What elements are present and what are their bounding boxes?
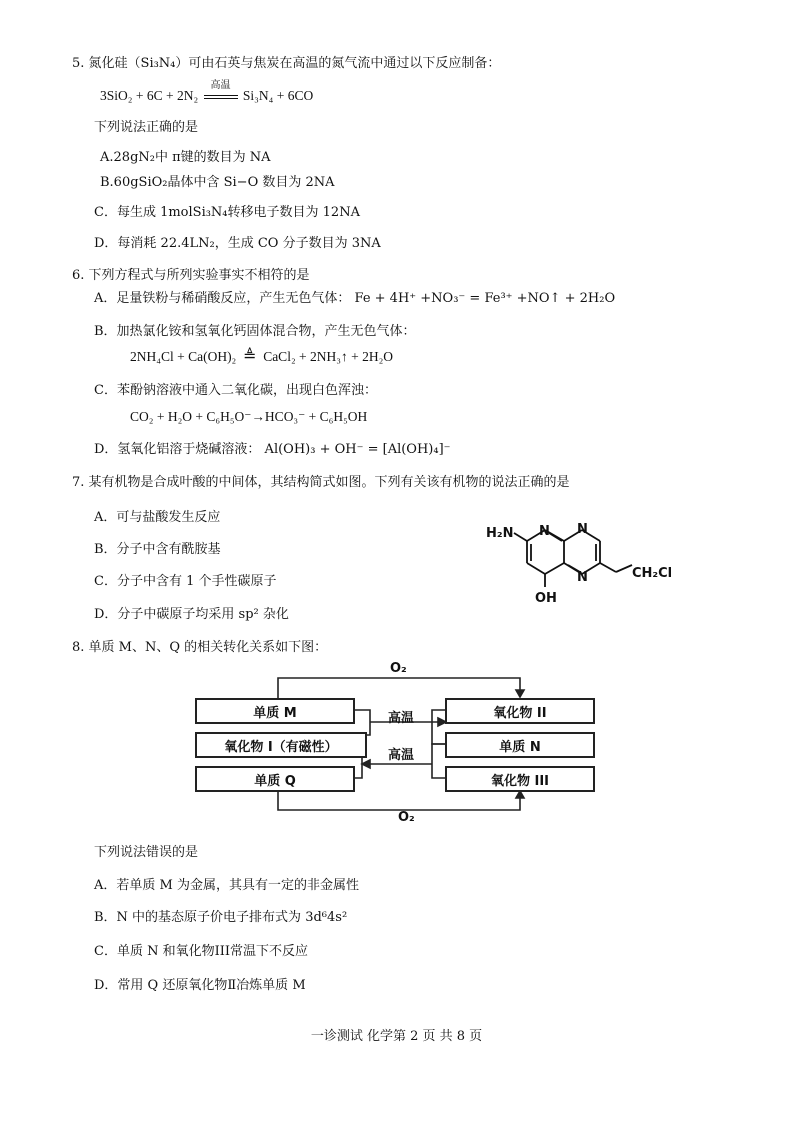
q8-stem: 8. 单质 M、N、Q 的相关转化关系如下图：: [72, 640, 328, 655]
mol-n-3: N: [577, 570, 588, 585]
q5-eq-right: Si₃N₄ + 6CO: [242, 88, 314, 103]
box-element-m: 单质 M: [195, 698, 355, 724]
label-high-temp-1: 高温: [388, 711, 415, 726]
q5-eq-left: 3SiO₂ + 6C + 2N₂: [100, 88, 199, 103]
q7-option-b: B．分子中含有酰胺基: [94, 542, 221, 557]
q5-option-a: A.28gN₂中 π键的数目为 NA: [100, 150, 271, 165]
q7-option-a: A．可与盐酸发生反应: [94, 510, 221, 525]
mol-n-1: N: [539, 524, 550, 539]
q7-option-d: D．分子中碳原子均采用 sp² 杂化: [94, 607, 289, 622]
q5-ask: 下列说法正确的是: [94, 120, 199, 135]
q6-c-equation: CO₂ + H₂O + C₆H₅O⁻→HCO₃⁻ + C₆H₅OH: [130, 409, 368, 424]
q8-option-a: A．若单质 M 为金属，其具有一定的非金属性: [94, 878, 359, 893]
page-footer: 一诊测试 化学第 2 页 共 8 页: [310, 1029, 483, 1044]
q5-option-c: C．每生成 1molSi₃N₄转移电子数目为 12NA: [94, 205, 360, 220]
q5-equation: [100, 80, 314, 104]
box-element-q: 单质 Q: [195, 766, 355, 792]
q6-option-c: C．苯酚钠溶液中通入二氧化碳，出现白色浑浊：: [94, 383, 377, 398]
box-oxide-1: 氧化物 I（有磁性）: [195, 732, 367, 758]
heating-symbol: ≜: [243, 348, 257, 365]
mol-n-2: N: [577, 522, 588, 537]
q5-eq-condition: 高温: [202, 88, 240, 104]
label-o2-bottom: O₂: [398, 810, 415, 825]
molecule-structure: [480, 515, 680, 610]
q6-option-d: D．氢氧化铝溶于烧碱溶液： Al(OH)₃ + OH⁻ = [Al(OH)₄]⁻: [94, 442, 451, 457]
mol-ch2cl: CH₂Cl: [632, 566, 673, 581]
q8-option-c: C．单质 N 和氧化物III常温下不反应: [94, 944, 308, 959]
q8-option-d: D．常用 Q 还原氧化物Ⅱ冶炼单质 M: [94, 978, 306, 993]
mol-oh: OH: [535, 591, 557, 606]
q8-option-b: B．N 中的基态原子价电子排布式为 3d⁶4s²: [94, 910, 348, 925]
q7-option-c: C．分子中含有 1 个手性碳原子: [94, 574, 277, 589]
box-element-n: 单质 N: [445, 732, 595, 758]
q6-stem: 6. 下列方程式与所列实验事实不相符的是: [72, 268, 310, 283]
q5-option-b: B.60gSiO₂晶体中含 Si−O 数目为 2NA: [100, 175, 335, 190]
q6-option-b: B．加热氯化铵和氢氧化钙固体混合物，产生无色气体：: [94, 324, 416, 339]
q5-option-d: D．每消耗 22.4LN₂，生成 CO 分子数目为 3NA: [94, 236, 381, 251]
box-oxide-3: 氧化物 III: [445, 766, 595, 792]
q6-b-equation: 2NH₄Cl + Ca(OH)₂ ≜ CaCl₂ + 2NH₃↑ + 2H₂O: [130, 348, 394, 365]
q7-stem: 7. 某有机物是合成叶酸的中间体，其结构简式如图。下列有关该有机物的说法正确的是: [72, 475, 570, 490]
label-o2-top: O₂: [390, 661, 407, 676]
box-oxide-2: 氧化物 II: [445, 698, 595, 724]
q5-stem: 5. 氮化硅（Si₃N₄）可由石英与焦炭在高温的氮气流中通过以下反应制备：: [72, 56, 501, 71]
label-high-temp-2: 高温: [388, 748, 415, 763]
mol-nh2: H₂N: [486, 526, 514, 541]
q8-ask: 下列说法错误的是: [94, 845, 199, 860]
q6-option-a: A．足量铁粉与稀硝酸反应，产生无色气体： Fe + 4H⁺ +NO₃⁻ = Fe³⁺ +NO↑ + 2H₂O: [94, 291, 616, 306]
